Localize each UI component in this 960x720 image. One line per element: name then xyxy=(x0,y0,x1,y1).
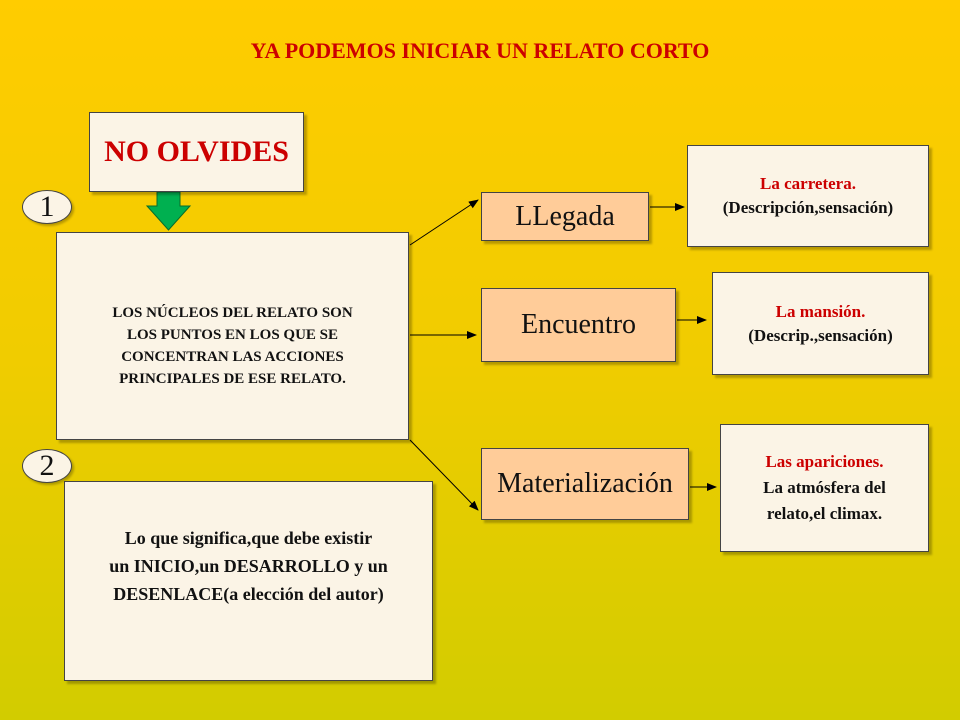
step-2-badge: 2 xyxy=(22,449,72,483)
step-1-badge: 1 xyxy=(22,190,72,224)
apariciones-box xyxy=(720,424,929,552)
significa-line-2: un INICIO,un DESARROLLO y un xyxy=(109,556,388,576)
carretera-title: La carretera. xyxy=(760,174,856,193)
mansion-subtitle: (Descrip.,sensación) xyxy=(748,325,893,345)
nucleos-line-3: CONCENTRAN LAS ACCIONES xyxy=(121,349,344,365)
nucleos-box xyxy=(56,232,409,440)
apariciones-line-3: relato,el climax. xyxy=(766,504,883,523)
carretera-subtitle: (Descripción,sensación) xyxy=(722,198,894,217)
page-title: YA PODEMOS INICIAR UN RELATO CORTO xyxy=(250,38,710,63)
significa-line-1: Lo que significa,que debe existir xyxy=(124,528,373,548)
node-encuentro xyxy=(481,288,676,362)
green-down-arrow-icon xyxy=(147,192,190,230)
mansion-title: La mansión. xyxy=(775,301,866,321)
node-llegada xyxy=(481,192,649,241)
node-encuentro-label: Encuentro xyxy=(520,309,637,340)
apariciones-line-2: La atmósfera del xyxy=(763,478,886,497)
carretera-box xyxy=(687,145,929,247)
arrow-to-llegada xyxy=(410,200,478,245)
significa-line-3: DESENLACE(a elección del autor) xyxy=(113,584,384,604)
nucleos-line-4: PRINCIPALES DE ESE RELATO. xyxy=(119,371,346,387)
node-materializacion xyxy=(481,448,689,520)
nucleos-line-1: LOS NÚCLEOS DEL RELATO SON xyxy=(112,305,353,321)
node-llegada-label: LLegada xyxy=(515,200,615,232)
mansion-box xyxy=(712,272,929,375)
no-olvides-label: NO OLVIDES xyxy=(104,135,289,168)
apariciones-title: Las apariciones. xyxy=(765,452,884,471)
nucleos-line-2: LOS PUNTOS EN LOS QUE SE xyxy=(126,327,339,343)
node-materializacion-label: Materialización xyxy=(497,468,673,499)
no-olvides-box xyxy=(89,112,304,192)
significa-box xyxy=(64,481,433,681)
